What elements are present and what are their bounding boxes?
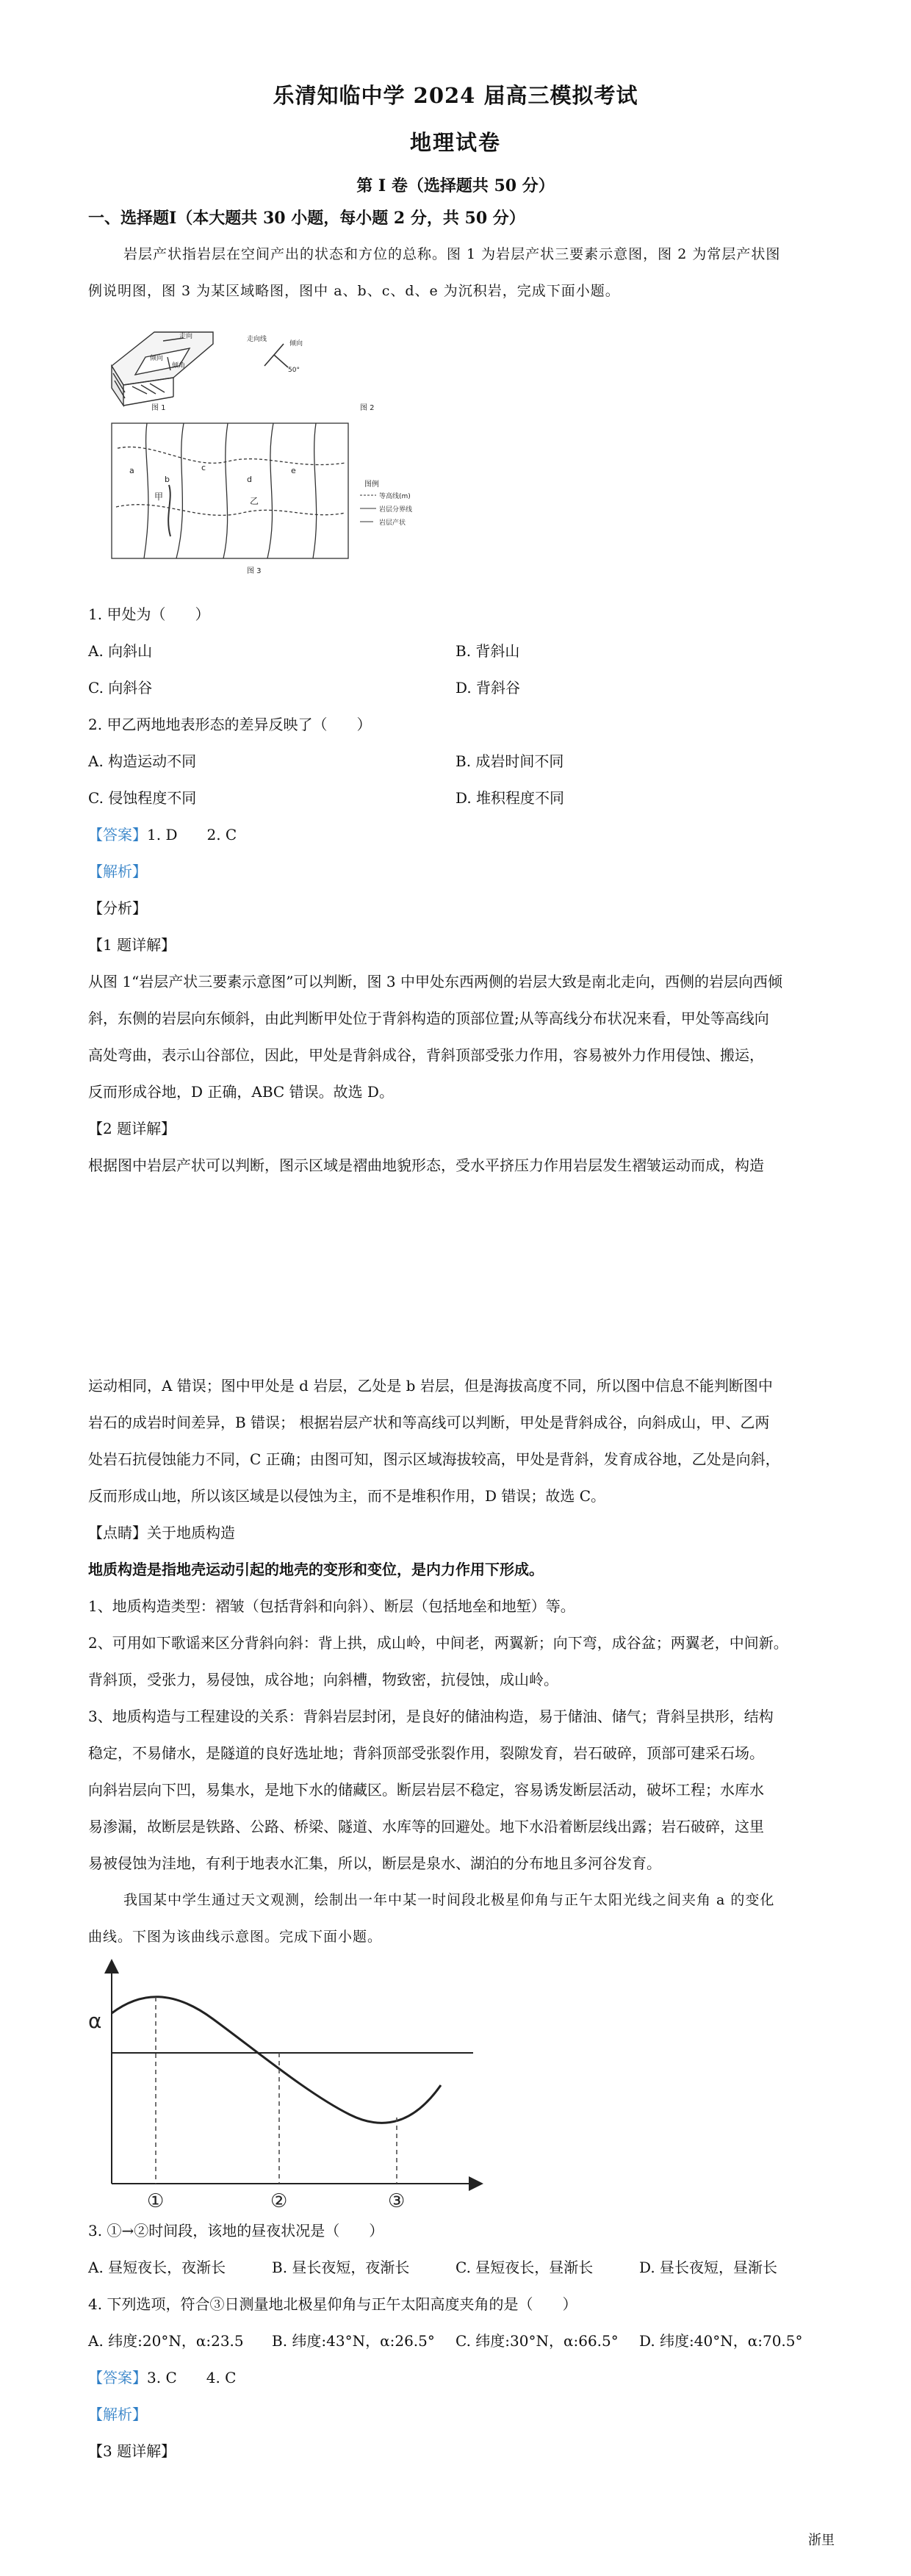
dianjing-line: 背斜顶，受张力，易侵蚀，成谷地；向斜槽，物致密，抗侵蚀，成山岭。 (88, 1671, 558, 1688)
q1-option-b[interactable]: B. 背斜山 (455, 642, 520, 660)
detail2-line-first: 根据图中岩层产状可以判断，图示区域是褶曲地貌形态，受水平挤压力作用岩层发生褶皱运动而成，构造 (88, 1156, 764, 1174)
q1-option-d[interactable]: D. 背斜谷 (455, 679, 521, 697)
section-heading: 一、选择题I（本大题共 30 小题，每小题 2 分，共 50 分） (88, 209, 525, 228)
alpha-curve-figure (88, 1954, 500, 2219)
group1-intro-line1: 岩层产状指岩层在空间产出的状态和方位的总称。图 1 为岩层产状三要素示意图，图 2 为常层产状图 (123, 246, 781, 262)
fig3-map (112, 423, 348, 558)
q4-option-d[interactable]: D. 纬度:40°N，α:70.5° (639, 2332, 803, 2350)
detail2-line: 岩石的成岩时间差异，B 错误； 根据岩层产状和等高线可以判断，甲处是背斜成谷，向斜成山，甲、乙两 (88, 1414, 770, 1431)
group1-intro-line2: 例说明图，图 3 为某区域略图，图中 a、b、c、d、e 为沉积岩，完成下面小题。 (88, 283, 620, 299)
dianjing-line: 向斜岩层向下凹，易集水，是地下水的储藏区。断层岩层不稳定，容易诱发断层活动，破坏工程；水库水 (88, 1781, 764, 1799)
fig1-word-strike: 走向 (179, 333, 193, 340)
dianjing-line: 3、地质构造与工程建设的关系：背斜岩层封闭，是良好的储油构造，易于储油、储气；背斜呈拱形，结构 (88, 1708, 774, 1725)
dianjing-line: 2、可用如下歌谣来区分背斜向斜：背上拱，成山岭，中间老，两翼新；向下弯，成谷盆；两翼老，中间新。 (88, 1634, 788, 1652)
geology-figure (103, 323, 455, 580)
group2-intro-line2: 曲线。下图为该曲线示意图。完成下面小题。 (88, 1929, 383, 1945)
fig3-region-jia: 甲 (154, 492, 164, 502)
fig3-legend-boundary: 岩层分界线 (379, 506, 413, 514)
fig3-letter-d: d (247, 475, 252, 484)
detail1-paragraph (88, 963, 823, 1110)
dianjing-line: 1、地质构造类型：褶皱（包括背斜和向斜）、断层（包括地垒和地堑）等。 (88, 1597, 575, 1615)
detail2-line: 反而形成山地，所以该区域是以侵蚀为主，而不是堆积作用，D 错误；故选 C。 (88, 1487, 606, 1505)
answer-line-1-2 (88, 824, 237, 845)
fig2-word-dip: 倾向 (289, 340, 303, 348)
q3-option-c[interactable]: C. 昼短夜长，昼渐长 (455, 2259, 594, 2276)
fig3-letter-a: a (129, 466, 134, 475)
exam-subject: 地理试卷 (409, 130, 501, 155)
answer-line-3-4 (88, 2367, 236, 2388)
fig3-legend-title: 图例 (364, 481, 379, 489)
fig3-legend-contour: 等高线(m) (379, 493, 411, 500)
detail2-paragraph (88, 1367, 823, 1514)
answer-text: 3. C 4. C (147, 2369, 237, 2386)
fig1-label: 图 1 (151, 404, 166, 412)
q4-stem: 4. 下列选项，符合③日测量地北极星仰角与正午太阳高度夹角的是（ ） (88, 2295, 577, 2313)
marker-2: ② (270, 2190, 288, 2212)
fig1-word-angle: 倾角 (172, 362, 186, 370)
y-axis-label: α (88, 2009, 102, 2033)
dianjing-tag: 【点睛】关于地质构造 (88, 1524, 235, 1541)
answer-text: 1. D 2. C (147, 826, 237, 843)
group2-intro-line1: 我国某中学生通过天文观测，绘制出一年中某一时间段北极星仰角与正午太阳光线之间夹角 a 的变化 (123, 1892, 775, 1908)
fenxi-tag: 【分析】 (88, 899, 147, 917)
fig2-label: 图 2 (360, 404, 375, 412)
fig3-letter-e: e (291, 466, 296, 475)
fig3-letter-c: c (201, 463, 206, 472)
detail3-tag: 【3 题详解】 (88, 2442, 176, 2460)
dianjing-paragraph (88, 1588, 823, 1882)
answer-tag: 【答案】 (88, 2369, 147, 2386)
fig3-legend-attitude: 岩层产状 (379, 519, 406, 527)
detail2-tag: 【2 题详解】 (88, 1120, 176, 1137)
q4-option-a[interactable]: A. 纬度:20°N，α:23.5 (88, 2332, 244, 2350)
marker-3: ③ (388, 2190, 406, 2212)
marker-1: ① (147, 2190, 165, 2212)
q3-option-d[interactable]: D. 昼长夜短，昼渐长 (639, 2259, 778, 2276)
dianjing-line: 易被侵蚀为洼地，有利于地表水汇集，所以，断层是泉水、湖泊的分布地且多河谷发育。 (88, 1854, 661, 1872)
fig1-word-dip: 倾向 (150, 355, 164, 362)
q2-option-a[interactable]: A. 构造运动不同 (88, 752, 197, 770)
detail1-line: 反而形成谷地，D 正确，ABC 错误。故选 D。 (88, 1083, 394, 1101)
q3-stem: 3. ①→②时间段，该地的昼夜状况是（ ） (88, 2222, 384, 2239)
detail1-tag: 【1 题详解】 (88, 936, 176, 954)
q2-option-c[interactable]: C. 侵蚀程度不同 (88, 789, 197, 807)
fig3-letter-b: b (165, 475, 170, 484)
fig2-word-strike-line: 走向线 (247, 336, 267, 343)
fig2-word-angle: 50° (288, 367, 300, 374)
q4-option-b[interactable]: B. 纬度:43°N，α:26.5° (272, 2332, 435, 2350)
answer-tag: 【答案】 (88, 826, 147, 843)
q2-option-b[interactable]: B. 成岩时间不同 (455, 752, 564, 770)
fig3-region-yi: 乙 (250, 496, 259, 506)
detail2-line: 运动相同，A 错误；图中甲处是 d 岩层，乙处是 b 岩层，但是海拔高度不同，所以图中信息不能判断图中 (88, 1377, 773, 1395)
q1-option-a[interactable]: A. 向斜山 (88, 642, 153, 660)
fig2-symbol (264, 344, 288, 367)
jiexi-tag: 【解析】 (88, 863, 147, 880)
fig1-block-diagram (112, 332, 213, 406)
fig3-label: 图 3 (247, 567, 262, 575)
q3-option-a[interactable]: A. 昼短夜长，夜渐长 (88, 2259, 226, 2276)
exam-title: 乐清知临中学 2024 届高三模拟考试 (273, 83, 638, 108)
jiexi-tag-2: 【解析】 (88, 2406, 147, 2423)
dianjing-bold-line: 地质构造是指地壳运动引起的地壳的变形和变位，是内力作用下形成。 (88, 1561, 544, 1578)
detail2-line: 处岩石抗侵蚀能力不同，C 正确；由图可知，图示区域海拔较高，甲处是背斜，发育成谷地，乙处是向斜， (88, 1450, 780, 1468)
q4-option-c[interactable]: C. 纬度:30°N，α:66.5° (455, 2332, 619, 2350)
footer-mark: 浙里 (808, 2533, 835, 2548)
part-heading: 第 I 卷（选择题共 50 分） (356, 176, 555, 195)
q2-stem: 2. 甲乙两地地表形态的差异反映了（ ） (88, 716, 372, 733)
q1-stem: 1. 甲处为（ ） (88, 605, 210, 623)
alpha-curve (112, 1997, 441, 2123)
q1-option-c[interactable]: C. 向斜谷 (88, 679, 153, 697)
q3-option-b[interactable]: B. 昼长夜短，夜渐长 (272, 2259, 410, 2276)
dianjing-line: 稳定，不易储水，是隧道的良好选址地；背斜顶部受张裂作用，裂隙发育，岩石破碎，顶部可建采石场。 (88, 1744, 764, 1762)
detail1-line: 斜，东侧的岩层向东倾斜，由此判断甲处位于背斜构造的顶部位置;从等高线分布状况来看，甲处等高线向 (88, 1010, 769, 1027)
detail1-line: 从图 1“岩层产状三要素示意图”可以判断，图 3 中甲处东西两侧的岩层大致是南北走向，西侧的岩层向西倾 (88, 973, 782, 990)
detail1-line: 高处弯曲，表示山谷部位，因此，甲处是背斜成谷，背斜顶部受张力作用，容易被外力作用侵蚀、搬运， (88, 1046, 764, 1064)
q2-option-d[interactable]: D. 堆积程度不同 (455, 789, 565, 807)
dianjing-line: 易渗漏，故断层是铁路、公路、桥梁、隧道、水库等的回避处。地下水沿着断层线出露；岩石破碎，这里 (88, 1818, 764, 1835)
